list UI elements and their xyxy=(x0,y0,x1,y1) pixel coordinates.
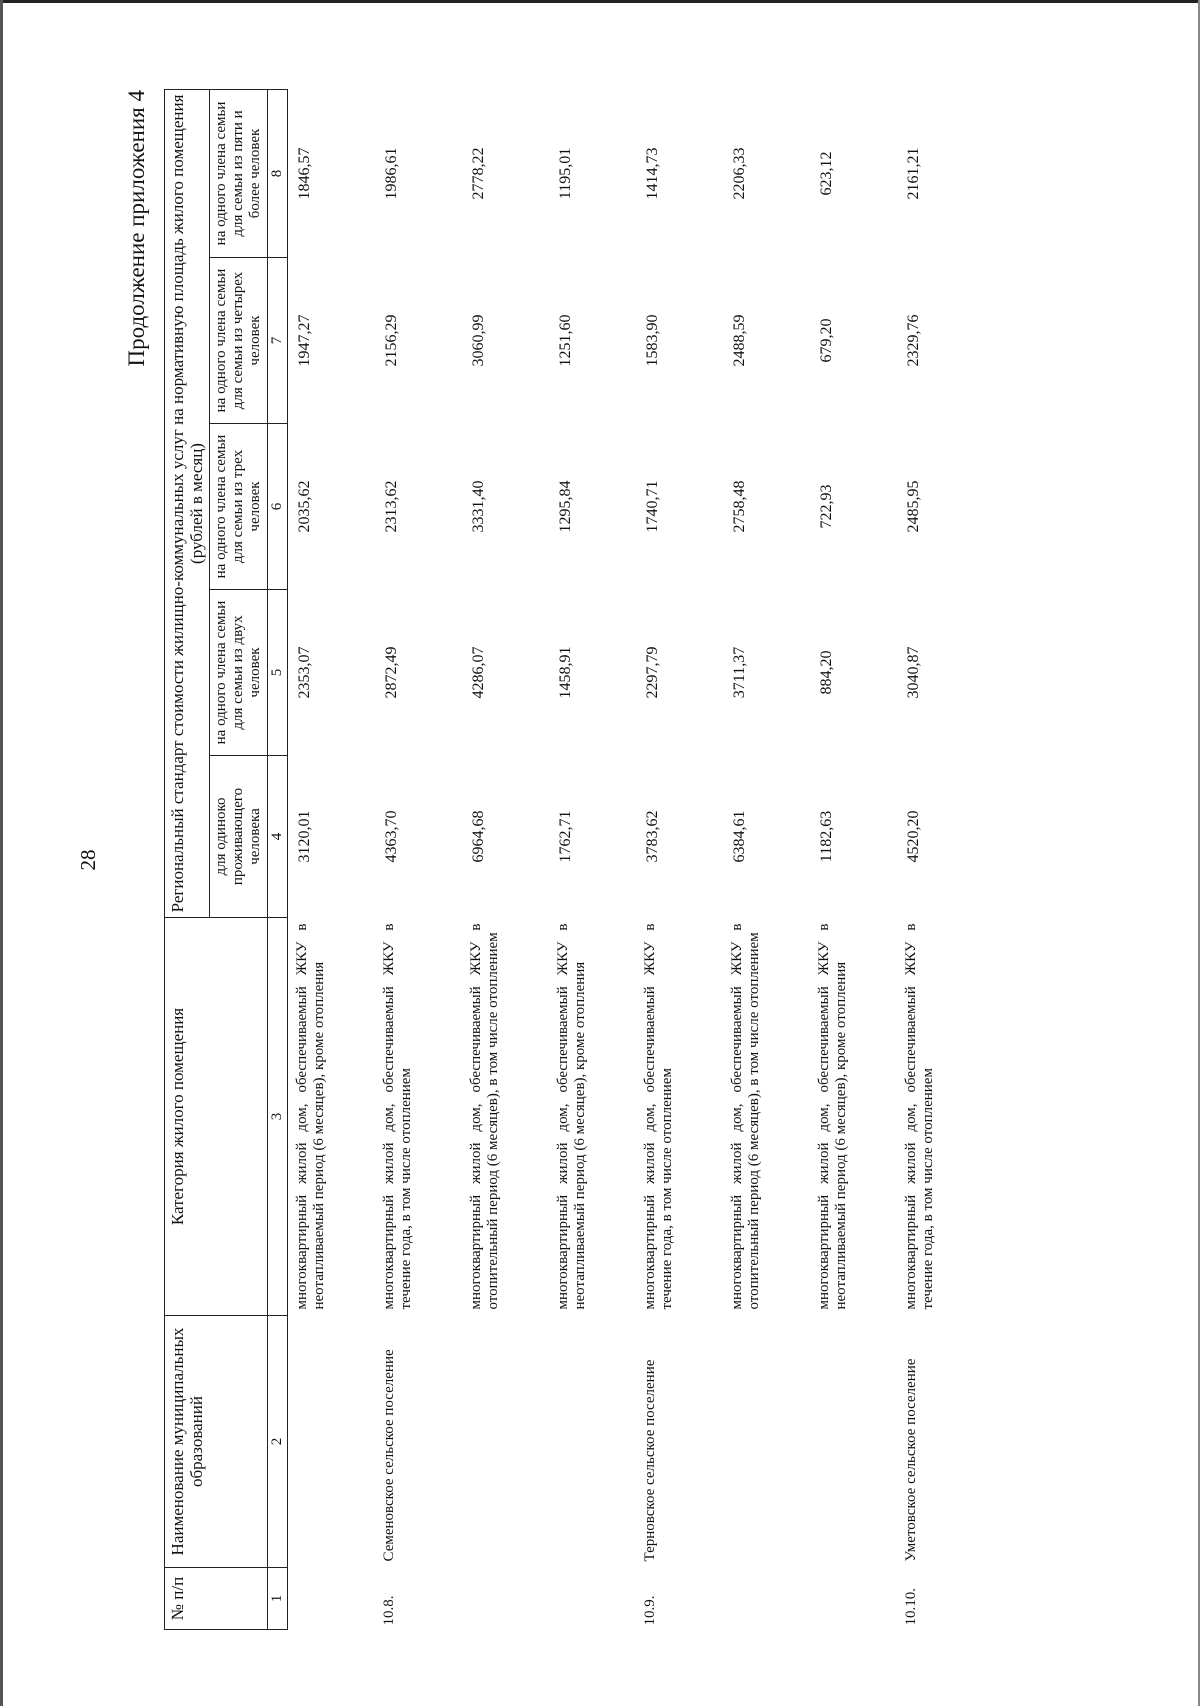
header-col5: на одного члена семьи для семьи из двух человек xyxy=(210,590,268,756)
row-value-6: 3331,40 xyxy=(470,480,487,533)
row-value-8: 2161,21 xyxy=(905,147,922,200)
row-category: многоквартирный жилой дом, обеспечиваемый ЖКУ в течение года, в том числе отоплением xyxy=(642,923,675,1310)
table-row xyxy=(288,89,376,1629)
row-value-6: 1295,84 xyxy=(557,480,574,533)
column-number: 3 xyxy=(268,918,288,1316)
row-value-8: 623,12 xyxy=(818,151,835,196)
row-index xyxy=(549,1568,636,1630)
row-value-7: 2488,59 xyxy=(731,314,748,367)
row-value-7: 1251,60 xyxy=(557,314,574,367)
row-name xyxy=(723,1316,810,1568)
row-value-7: 2329,76 xyxy=(905,314,922,367)
row-value-7: 2156,29 xyxy=(383,314,400,367)
row-category: многоквартирный жилой дом, обеспечиваемый ЖКУ в неотапливаемый период (6 месяцев), кроме отопления xyxy=(555,923,588,1310)
row-value-6: 2758,48 xyxy=(731,480,748,533)
row-value-4: 6964,68 xyxy=(470,810,487,863)
row-value-5: 2353,07 xyxy=(296,646,313,699)
continuation-title: Продолжение приложения 4 xyxy=(124,90,149,367)
table-row xyxy=(549,89,636,1629)
row-value-5: 2297,79 xyxy=(644,646,661,699)
row-value-8: 1195,01 xyxy=(557,147,574,200)
row-category: многоквартирный жилой дом, обеспечиваемый ЖКУ в отопительный период (6 месяцев), в том числе отоплением xyxy=(468,923,501,1310)
row-index xyxy=(810,1568,897,1630)
row-value-7: 679,20 xyxy=(818,318,835,363)
row-value-4: 6384,61 xyxy=(731,810,748,863)
row-value-4: 4363,70 xyxy=(383,810,400,863)
row-name xyxy=(810,1316,897,1568)
row-name: Уметовское сельское поселение xyxy=(903,1358,919,1562)
column-number: 8 xyxy=(268,89,288,257)
row-index xyxy=(288,1568,376,1630)
row-category: многоквартирный жилой дом, обеспечиваемый ЖКУ в течение года, в том числе отоплением xyxy=(381,923,414,1310)
row-value-5: 4286,07 xyxy=(470,646,487,699)
row-value-6: 2035,62 xyxy=(296,480,313,533)
row-value-4: 4520,20 xyxy=(905,810,922,863)
row-index xyxy=(462,1568,549,1630)
row-value-7: 1583,90 xyxy=(644,314,661,367)
rotated-page xyxy=(76,80,1086,1640)
row-category: многоквартирный жилой дом, обеспечиваемый ЖКУ в отопительный период (6 месяцев), в том числе отоплением xyxy=(729,923,762,1310)
row-name xyxy=(549,1316,636,1568)
page-number: 28 xyxy=(76,849,100,871)
header-name: Наименование муниципальных образований xyxy=(165,1316,268,1568)
row-value-5: 1458,91 xyxy=(557,646,574,699)
row-value-8: 1986,61 xyxy=(383,147,400,200)
row-value-6: 722,93 xyxy=(818,484,835,529)
row-value-5: 3711,37 xyxy=(731,646,748,699)
row-value-5: 3040,87 xyxy=(905,646,922,699)
header-col6: на одного члена семьи для семьи из трех человек xyxy=(210,424,268,590)
column-number-row xyxy=(268,89,288,1629)
row-value-8: 2206,33 xyxy=(731,147,748,200)
row-value-8: 1846,57 xyxy=(296,147,313,200)
row-value-8: 1414,73 xyxy=(644,147,661,200)
row-value-6: 2485,95 xyxy=(905,480,922,533)
row-value-8: 2778,22 xyxy=(470,147,487,200)
row-value-6: 1740,71 xyxy=(644,480,661,533)
scan-edge-left xyxy=(0,0,3,1706)
table-row xyxy=(375,89,462,1629)
row-name xyxy=(462,1316,549,1568)
column-number: 7 xyxy=(268,258,288,424)
column-number: 4 xyxy=(268,756,288,918)
header-num: № п/п xyxy=(165,1568,268,1630)
row-category: многоквартирный жилой дом, обеспечиваемый ЖКУ в течение года, в том числе отоплением xyxy=(903,923,936,1310)
row-name: Терновское сельское поселение xyxy=(642,1359,658,1562)
row-index: 10.10. xyxy=(903,1588,919,1626)
table-row xyxy=(723,89,810,1629)
row-name: Семеновское сельское поселение xyxy=(381,1349,397,1562)
header-col4: для одиноко проживающего человека xyxy=(210,756,268,918)
row-value-6: 2313,62 xyxy=(383,480,400,533)
row-name xyxy=(288,1316,376,1568)
scan-edge-top xyxy=(0,0,1200,3)
table-row xyxy=(636,89,723,1629)
row-value-4: 3783,62 xyxy=(644,810,661,863)
row-index: 10.8. xyxy=(381,1595,397,1626)
row-value-4: 1762,71 xyxy=(557,810,574,863)
table-row xyxy=(810,89,897,1629)
row-value-5: 884,20 xyxy=(818,650,835,695)
column-number: 1 xyxy=(268,1568,288,1630)
table-row xyxy=(462,89,549,1629)
header-group: Региональный стандарт стоимости жилищно-коммунальных услуг на нормативную площадь жилого помещения (рублей в месяц) xyxy=(165,89,210,917)
column-number: 6 xyxy=(268,424,288,590)
row-value-7: 3060,99 xyxy=(470,314,487,367)
row-value-5: 2872,49 xyxy=(383,646,400,699)
column-number: 5 xyxy=(268,590,288,756)
row-category: многоквартирный жилой дом, обеспечиваемый ЖКУ в неотапливаемый период (6 месяцев), кроме отопления xyxy=(816,923,849,1310)
column-number: 2 xyxy=(268,1316,288,1568)
table-row xyxy=(897,89,984,1629)
header-category: Категория жилого помещения xyxy=(165,918,268,1316)
header-col8: на одного члена семьи для семьи из пяти и более человек xyxy=(210,89,268,257)
row-index: 10.9. xyxy=(642,1595,658,1626)
row-value-4: 1182,63 xyxy=(818,810,835,863)
row-category: многоквартирный жилой дом, обеспечиваемый ЖКУ в неотапливаемый период (6 месяцев), кроме отопления xyxy=(294,923,327,1310)
row-value-7: 1947,27 xyxy=(296,314,313,367)
header-col7: на одного члена семьи для семьи из четырех человек xyxy=(210,258,268,424)
row-value-4: 3120,01 xyxy=(296,810,313,863)
row-index xyxy=(723,1568,810,1630)
standards-table xyxy=(164,89,984,1630)
